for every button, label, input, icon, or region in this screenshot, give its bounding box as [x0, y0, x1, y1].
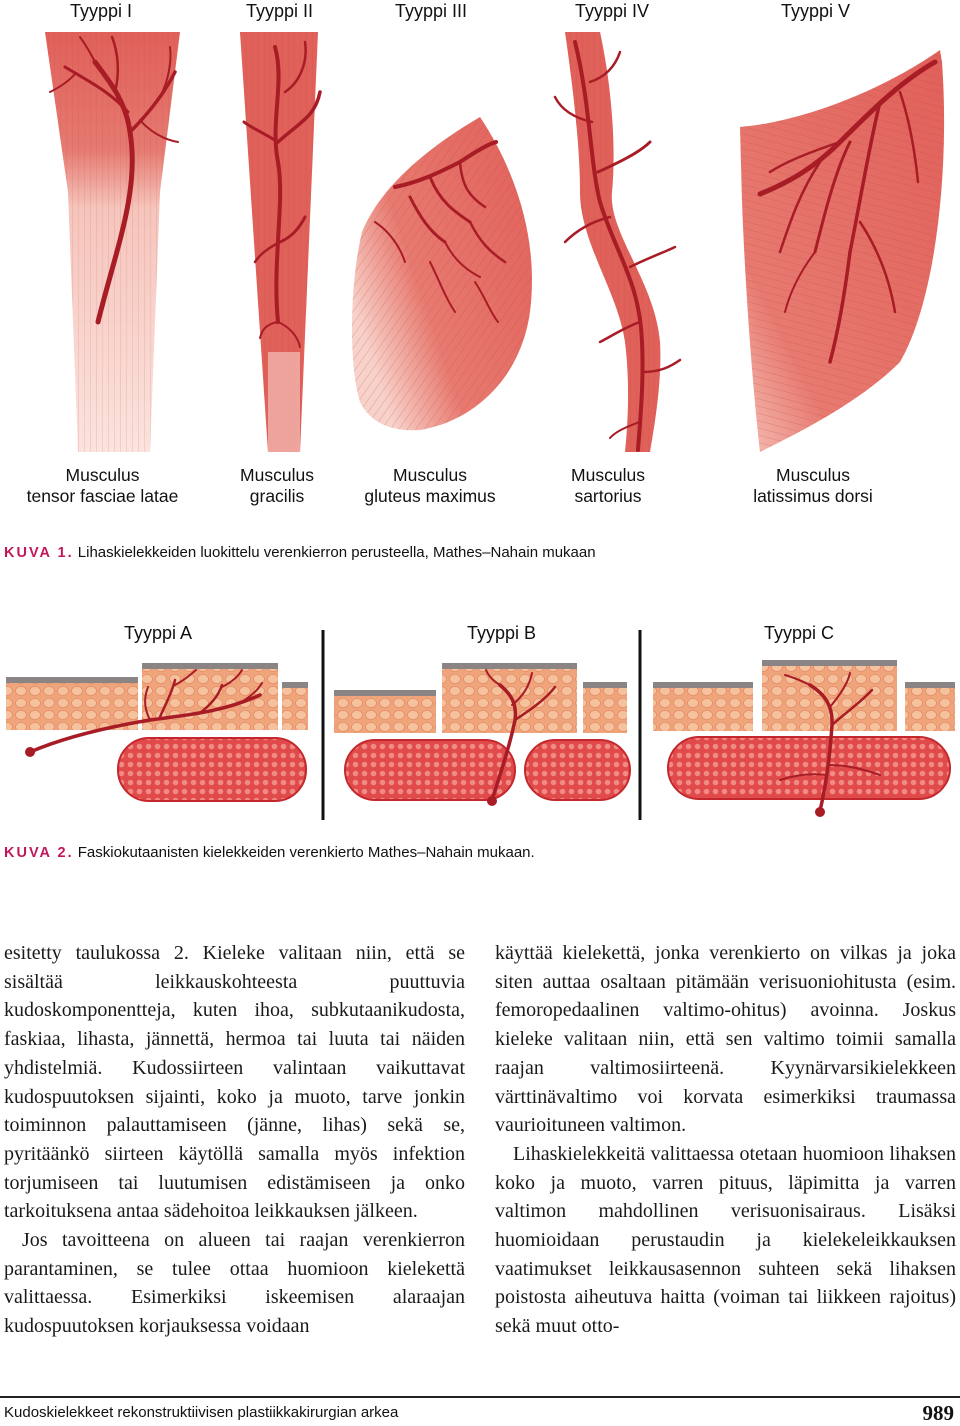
muscle-name-5-line2: latissimus dorsi: [753, 486, 873, 506]
muscle-name-5: [738, 465, 888, 507]
figure1-caption-label: KUVA 1.: [4, 545, 74, 561]
type-label-2: Tyyppi II: [246, 1, 314, 21]
type-label-1: Tyyppi I: [70, 1, 133, 21]
muscle-sartorius: [555, 32, 680, 452]
muscle-name-3-line1: Musculus: [393, 465, 467, 485]
right-column: [495, 939, 956, 1341]
muscle-latissimus: [740, 50, 944, 452]
fasciocutaneous-figure: [0, 625, 960, 825]
type-label-a: Tyyppi A: [124, 623, 193, 643]
muscle-name-2-line1: Musculus: [240, 465, 314, 485]
footer-rule: [0, 1396, 960, 1398]
figure2-caption-text: Faskiokutaanisten kielekkeiden verenkierto Mathes–Nahain mukaan.: [77, 844, 535, 861]
type-label-c: Tyyppi C: [764, 623, 835, 643]
page-number: 989: [922, 1401, 954, 1425]
left-column: [4, 939, 465, 1341]
muscle-name-1-line2: tensor fasciae latae: [26, 486, 179, 506]
left-paragraph-2: Jos tavoitteena on alueen tai raajan verenkierron parantaminen, se tulee ottaa huomioon kielekettä valittaessa. Esimerkiksi iskeemisen alaraajan kudospuutoksen korjauksessa voidaan: [4, 1229, 465, 1338]
muscle-name-2-line2: gracilis: [249, 486, 305, 506]
panel-c: [653, 660, 955, 817]
muscle-name-4-line2: sartorius: [574, 486, 642, 506]
right-paragraph-1: käyttää kielekettä, jonka verenkierto on vilkas ja joka siten auttaa osaltaan pitämään verisuoniohitusta (esim. femoropedaalinen valtimo-ohitus) avoinna. Joskus kieleke valitaan niin, että sen valtimo toimii samalla raajan valtimosiirteenä. Kyynärvarsikielekkeen värttinävaltimo voi korvata esimerkiksi traumassa vaurioituneen valtimon.: [495, 942, 956, 1137]
muscle-gluteus: [352, 117, 532, 430]
muscle-name-1: [10, 465, 195, 507]
muscle-name-4-line1: Musculus: [571, 465, 645, 485]
figure1-caption: [4, 544, 596, 561]
muscle-name-3: [350, 465, 510, 507]
figure2-caption-label: KUVA 2.: [4, 845, 74, 861]
muscle-name-3-line2: gluteus maximus: [364, 486, 496, 506]
type-label-5: Tyyppi V: [781, 1, 851, 21]
figure1-caption-text: Lihaskielekkeiden luokittelu verenkierron perusteella, Mathes–Nahain mukaan: [77, 544, 596, 561]
left-paragraph-1: esitetty taulukossa 2. Kieleke valitaan niin, että se sisältää leikkauskohteesta puuttuvia kudoskomponentteja, kuten ihoa, subkutaanikudosta, faskiaa, lihasta, jännettä, hermoa tai luuta tai näiden yhdistelmiä. Kudossiirteen valintaan vaikuttavat kudospuutoksen sijainti, koko ja muoto, tarve jonkin toiminnon palauttamiseen (jänne, lihas) sekä se, pyritäänkö siirteen käytöllä samalla myös infektion torjumiseen tai luutumisen edistämiseen ja onko tarkoituksena antaa sädehoitoa leikkauksen jälkeen.: [4, 942, 465, 1223]
footer-title: Kudoskielekkeet rekonstruktiivisen plastiikkakirurgian arkea: [4, 1404, 399, 1421]
type-label-4: Tyyppi IV: [575, 1, 650, 21]
type-label-3: Tyyppi III: [395, 1, 468, 21]
right-paragraph-2: Lihaskielekkeitä valittaessa otetaan huomioon lihaksen koko ja muoto, varren pituus, läpimitta ja varren valtimon mahdollinen verisuonisairaus. Lisäksi huomioidaan perustaudin ja kielekeleikkauksen vaatimukset leikkausasennon suhteen sekä lihaksen poistosta aiheutuva haitta (voiman tai liikkeen rajoitus) sekä muut otto-: [495, 1142, 956, 1338]
muscle-name-4: [548, 465, 668, 507]
figure2-caption: [4, 844, 535, 861]
muscle-name-2: [222, 465, 332, 507]
muscle-name-5-line1: Musculus: [776, 465, 850, 485]
muscle-tfl: [45, 32, 180, 452]
panel-a: [6, 663, 308, 801]
muscle-name-1-line1: Musculus: [65, 465, 140, 485]
muscle-flap-figure: [0, 22, 960, 462]
muscle-gracilis: [240, 32, 320, 452]
type-label-b: Tyyppi B: [467, 623, 537, 643]
panel-b: [334, 663, 630, 806]
